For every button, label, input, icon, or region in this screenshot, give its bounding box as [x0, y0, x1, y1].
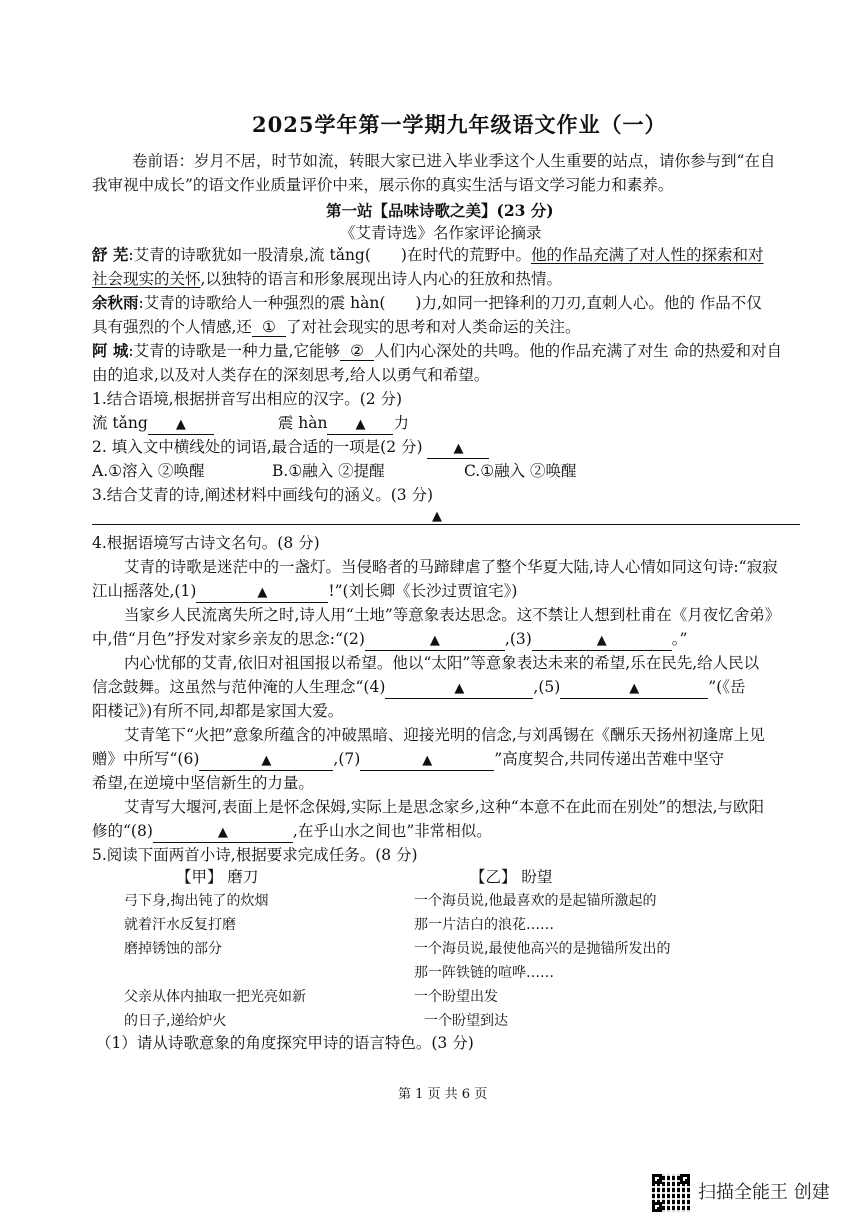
- question-5-stem: 5.阅读下面两首小诗,根据要求完成任务。(8 分): [92, 846, 418, 864]
- q4-para-2: 当家乡人民流离失所之时,诗人用“土地”等意象表达思念。这不禁让人想到杜甫在《月夜忆舍弟》: [124, 606, 781, 624]
- answer-blank[interactable]: ▲: [427, 440, 489, 459]
- answer-blank[interactable]: ▲: [148, 416, 214, 435]
- q4-para-1: 艾青的诗歌是迷茫中的一盏灯。当侵略者的马蹄肆虐了整个华夏大陆,诗人心情如同这句诗:“寂寂: [124, 558, 778, 576]
- underlined-sentence-part2: 社会现实的关怀: [92, 270, 201, 288]
- poem-yi-line: 那一片洁白的浪花……: [414, 917, 554, 933]
- q4-para-3-cont: 信念鼓舞。这虽然与范仲淹的人生理念“(4) ▲ ,(5) ▲ ”(《岳: [92, 676, 746, 699]
- poem-yi-line: 一个海员说,最使他高兴的是抛锚所发出的: [414, 941, 671, 957]
- comment-shu-cont: 社会现实的关怀,以独特的语言和形象展现出诗人内心的狂放和热情。: [92, 270, 562, 288]
- question-1-stem: 1.结合语境,根据拼音写出相应的汉字。(2 分): [92, 390, 403, 408]
- poem-yi-line: 一个盼望出发: [414, 989, 498, 1005]
- underlined-sentence-part1: 他的作品充满了对人性的探索和对: [530, 246, 764, 264]
- question-5-sub-1: （1）请从诗歌意象的角度探究甲诗的语言特色。(3 分): [96, 1034, 474, 1052]
- poem-jia-line: 就着汗水反复打磨: [124, 917, 236, 933]
- qr-code-icon: [652, 1174, 690, 1212]
- commenter-name: 舒 芜: [92, 245, 129, 264]
- q2-option-c[interactable]: C.①融入 ②唤醒: [464, 462, 577, 480]
- blank-2: ②: [340, 342, 374, 361]
- commenter-name: 余秋雨: [92, 293, 139, 312]
- question-1-answers: 流 tǎng ▲ 震 hàn ▲ 力: [92, 412, 409, 435]
- q4-para-5: 艾青写大堰河,表面上是怀念保姆,实际上是思念家乡,这种“本意不在此而在别处”的想法,与欧阳: [124, 798, 765, 816]
- answer-marker: ▲: [432, 509, 442, 524]
- q4-para-3: 内心忧郁的艾青,依旧对祖国报以希望。他以“太阳”等意象表达未来的希望,乐在民先,给人民以: [124, 654, 760, 672]
- q4-para-4-cont: 赠》中所写“(6) ▲ ,(7) ▲ ”高度契合,共同传递出苦难中坚守: [92, 748, 724, 771]
- q4-para-2-cont: 中,借“月色”抒发对家乡亲友的思念:“(2) ▲ ,(3) ▲ 。”: [92, 628, 687, 651]
- station-heading: 第一站【品味诗歌之美】(23 分): [326, 201, 554, 220]
- q4-para-3-end: 阳楼记》)有所不同,却都是家国大爱。: [92, 702, 344, 720]
- poem-jia-title: 【甲】 磨刀: [176, 868, 259, 886]
- answer-blank-1[interactable]: ▲: [196, 584, 328, 603]
- commenter-name: 阿 城: [92, 341, 129, 360]
- poem-jia-line: 弓下身,掏出钝了的炊烟: [124, 893, 269, 909]
- poem-jia-line: 磨掉锈蚀的部分: [124, 941, 222, 957]
- preface-line-1: 卷前语：岁月不居，时节如流，转眼大家已进入毕业季这个人生重要的站点，请你参与到“在自: [132, 152, 776, 170]
- q2-option-a[interactable]: A.①溶入 ②唤醒: [92, 462, 205, 480]
- poem-yi-line: 一个海员说,他最喜欢的是起锚所激起的: [414, 893, 657, 909]
- question-3-stem: 3.结合艾青的诗,阐述材料中画线句的涵义。(3 分): [92, 486, 434, 504]
- blank-1: ①: [252, 318, 286, 337]
- q4-para-5-cont: 修的“(8) ▲ ,在乎山水之间也”非常相似。: [92, 820, 492, 843]
- station-subheading: 《艾青诗选》名作家评论摘录: [340, 224, 542, 242]
- preface-line-2: 我审视中成长”的语文作业质量评价中来，展示你的真实生活与语文学习能力和素养。: [92, 176, 674, 194]
- comment-yu: 余秋雨:艾青的诗歌给人一种强烈的震 hàn( )力,如同一把锋利的刀刃,直刺人心。他的 作品不仅: [92, 293, 762, 312]
- answer-blank-4[interactable]: ▲: [385, 680, 533, 699]
- q4-para-4: 艾青笔下“火把”意象所蕴含的冲破黑暗、迎接光明的信念,与刘禹锡在《酬乐天扬州初逢席上见: [124, 726, 765, 744]
- page-title: 2025学年第一学期九年级语文作业（一）: [252, 112, 667, 137]
- comment-shu: 舒 芜:艾青的诗歌犹如一股清泉,流 tǎng( )在时代的荒野中。他的作品充满了对人性的探索和对: [92, 245, 764, 264]
- poem-yi-title: 【乙】 盼望: [470, 868, 553, 886]
- page-number: 第 1 页 共 6 页: [398, 1087, 488, 1102]
- answer-line[interactable]: [92, 524, 800, 525]
- answer-blank[interactable]: ▲: [327, 416, 393, 435]
- answer-blank-3[interactable]: ▲: [532, 632, 672, 651]
- poem-jia-line: 父亲从体内抽取一把光亮如新: [124, 989, 306, 1005]
- watermark-text: 扫描全能王 创建: [698, 1182, 830, 1203]
- answer-blank-2[interactable]: ▲: [365, 632, 505, 651]
- poem-yi-line: 那一阵铁链的喧哗……: [414, 965, 554, 981]
- answer-blank-5[interactable]: ▲: [560, 680, 708, 699]
- answer-blank-6[interactable]: ▲: [199, 752, 333, 771]
- answer-blank-8[interactable]: ▲: [153, 824, 293, 843]
- comment-a-cont: 由的追求,以及对人类存在的深刻思考,给人以勇气和希望。: [92, 366, 490, 384]
- poem-jia-line: 的日子,递给炉火: [124, 1013, 227, 1029]
- question-4-stem: 4.根据语境写古诗文名句。(8 分): [92, 534, 320, 552]
- comment-yu-cont: 具有强烈的个人情感,还 ① 了对社会现实的思考和对人类命运的关注。: [92, 318, 581, 336]
- q4-para-4-end: 希望,在逆境中坚信新生的力量。: [92, 774, 314, 792]
- comment-a: 阿 城:艾青的诗歌是一种力量,它能够 ② 人们内心深处的共鸣。他的作品充满了对生 命的热爱和对自: [92, 341, 782, 360]
- question-2-stem: 2. 填入文中横线处的词语,最合适的一项是(2 分) ▲: [92, 436, 489, 459]
- q2-option-b[interactable]: B.①融入 ②提醒: [272, 462, 385, 480]
- answer-blank-7[interactable]: ▲: [360, 752, 494, 771]
- poem-yi-line: 一个盼望到达: [424, 1013, 508, 1029]
- q4-para-1-cont: 江山摇落处,(1) ▲ !”(刘长卿《长沙过贾谊宅》): [92, 580, 517, 603]
